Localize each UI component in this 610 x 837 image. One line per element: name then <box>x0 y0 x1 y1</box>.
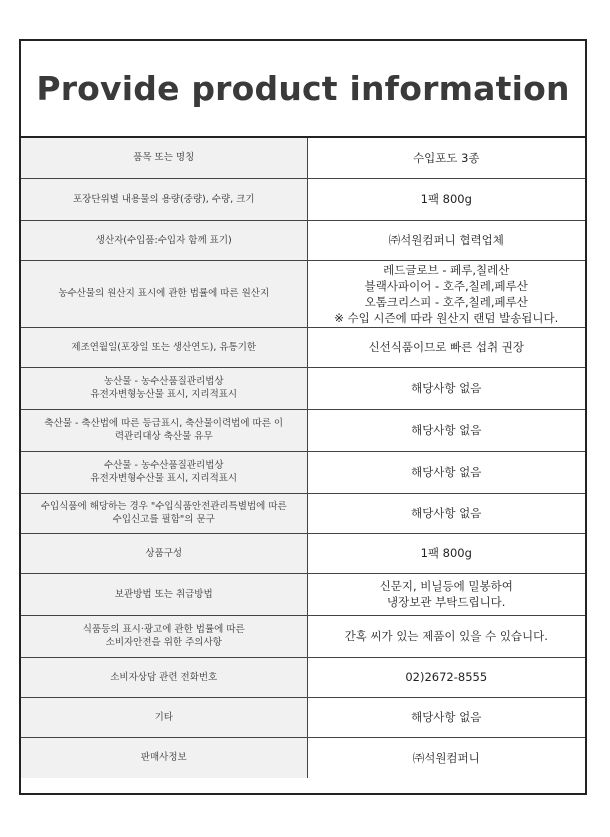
title-box <box>21 41 585 138</box>
row-label <box>21 615 307 657</box>
row-label <box>21 409 307 451</box>
row-label-line: 수입신고를 필함"의 문구 <box>112 514 215 525</box>
row-label-line: 력관리대상 축산물 유무 <box>114 431 213 442</box>
row-label-line: 판매사정보 <box>140 752 187 764</box>
row-label-line: 생산자(수입품:수입자 함께 표기) <box>95 234 232 246</box>
product-info-table <box>21 138 585 778</box>
table-row <box>21 367 585 409</box>
row-value-line: 해당사항 없음 <box>411 423 482 437</box>
row-value <box>307 533 585 573</box>
row-value-line: 오톰크리스피 - 호주,칠레,페루산 <box>364 294 528 309</box>
row-label-line: 농수산물의 원산지 표시에 관한 법률에 따른 원산지 <box>58 288 270 299</box>
table-row <box>21 327 585 367</box>
row-label <box>21 260 307 327</box>
row-value <box>307 178 585 220</box>
row-value-line: 해당사항 없음 <box>411 465 482 479</box>
row-label-line: 유전자변형수산물 표시, 지리적표시 <box>90 473 238 484</box>
row-value-line: 신문지, 비닐등에 밀봉하여 <box>379 579 513 593</box>
row-label <box>21 220 307 260</box>
row-label-line: 포장단위별 내용물의 용량(중량), 수량, 크기 <box>72 193 255 205</box>
row-value <box>307 657 585 697</box>
row-value <box>307 493 585 533</box>
row-label <box>21 367 307 409</box>
row-value-line: 해당사항 없음 <box>411 710 482 724</box>
row-label <box>21 178 307 220</box>
row-label <box>21 737 307 778</box>
row-label <box>21 493 307 533</box>
row-label <box>21 697 307 737</box>
row-label <box>21 138 307 178</box>
row-label-line: 소비자상담 관련 전화번호 <box>110 671 218 683</box>
row-value-line: 02)2672-8555 <box>405 670 488 684</box>
table-row <box>21 451 585 493</box>
row-label-line: 기타 <box>154 711 173 723</box>
row-value-line: 레드글로브 - 페루,칠레산 <box>383 262 510 277</box>
row-label <box>21 451 307 493</box>
row-value <box>307 737 585 778</box>
row-label-line: 보관방법 또는 취급방법 <box>114 588 213 600</box>
row-value-line: 블랙사파이어 - 호주,칠레,페루산 <box>364 278 528 293</box>
row-value <box>307 260 585 327</box>
table-row <box>21 533 585 573</box>
table-row <box>21 409 585 451</box>
table-row <box>21 573 585 615</box>
row-value <box>307 615 585 657</box>
row-value-line: 수입포도 3종 <box>412 150 480 165</box>
table-row <box>21 615 585 657</box>
row-value <box>307 367 585 409</box>
table-row <box>21 178 585 220</box>
row-value-line: 1팩 800g <box>420 192 472 206</box>
row-value <box>307 327 585 367</box>
table-row <box>21 493 585 533</box>
row-value-line: ㈜석원컴퍼니 <box>412 750 480 765</box>
row-value-line: 1팩 800g <box>420 546 472 560</box>
table-row <box>21 657 585 697</box>
row-label <box>21 657 307 697</box>
row-label <box>21 327 307 367</box>
row-value-line: 해당사항 없음 <box>411 506 482 520</box>
row-value-line: 냉장보관 부탁드립니다. <box>387 595 506 609</box>
row-value-line: 해당사항 없음 <box>411 381 482 395</box>
row-value-line: ※ 수입 시즌에 따라 원산지 랜덤 발송됩니다. <box>334 310 559 325</box>
row-label-line: 수입식품에 해당하는 경우 "수입식품안전관리특별법에 따른 <box>40 501 287 512</box>
row-value-line: 신선식품이므로 빠른 섭취 권장 <box>368 340 524 354</box>
table-row <box>21 138 585 178</box>
row-value <box>307 220 585 260</box>
table-row <box>21 737 585 778</box>
row-label-line: 상품구성 <box>145 547 183 559</box>
row-label-line: 소비자안전을 위한 주의사항 <box>105 637 222 648</box>
row-value <box>307 573 585 615</box>
row-label-line: 유전자변형농산물 표시, 지리적표시 <box>90 389 238 400</box>
row-value-line: 간혹 씨가 있는 제품이 있을 수 있습니다. <box>344 629 548 643</box>
table-row <box>21 220 585 260</box>
page-title: Provide product information <box>36 69 570 108</box>
row-label-line: 품목 또는 명칭 <box>133 152 195 164</box>
row-label-line: 축산물 - 축산법에 따른 등급표시, 축산물이력법에 따른 이 <box>44 418 284 429</box>
row-label-line: 농산물 - 농수산품질관리법상 <box>103 376 224 387</box>
row-value <box>307 409 585 451</box>
row-value <box>307 451 585 493</box>
row-value <box>307 138 585 178</box>
row-label-line: 제조연월일(포장일 또는 생산연도), 유통기한 <box>71 341 257 353</box>
table-row <box>21 697 585 737</box>
product-info-sheet <box>19 39 587 795</box>
row-label <box>21 573 307 615</box>
row-label <box>21 533 307 573</box>
row-label-line: 수산물 - 농수산품질관리법상 <box>103 460 224 471</box>
row-value-line: ㈜석원컴퍼니 협력업체 <box>388 233 504 247</box>
table-row <box>21 260 585 327</box>
row-label-line: 식품등의 표시·광고에 관한 법률에 따른 <box>82 624 245 635</box>
row-value <box>307 697 585 737</box>
